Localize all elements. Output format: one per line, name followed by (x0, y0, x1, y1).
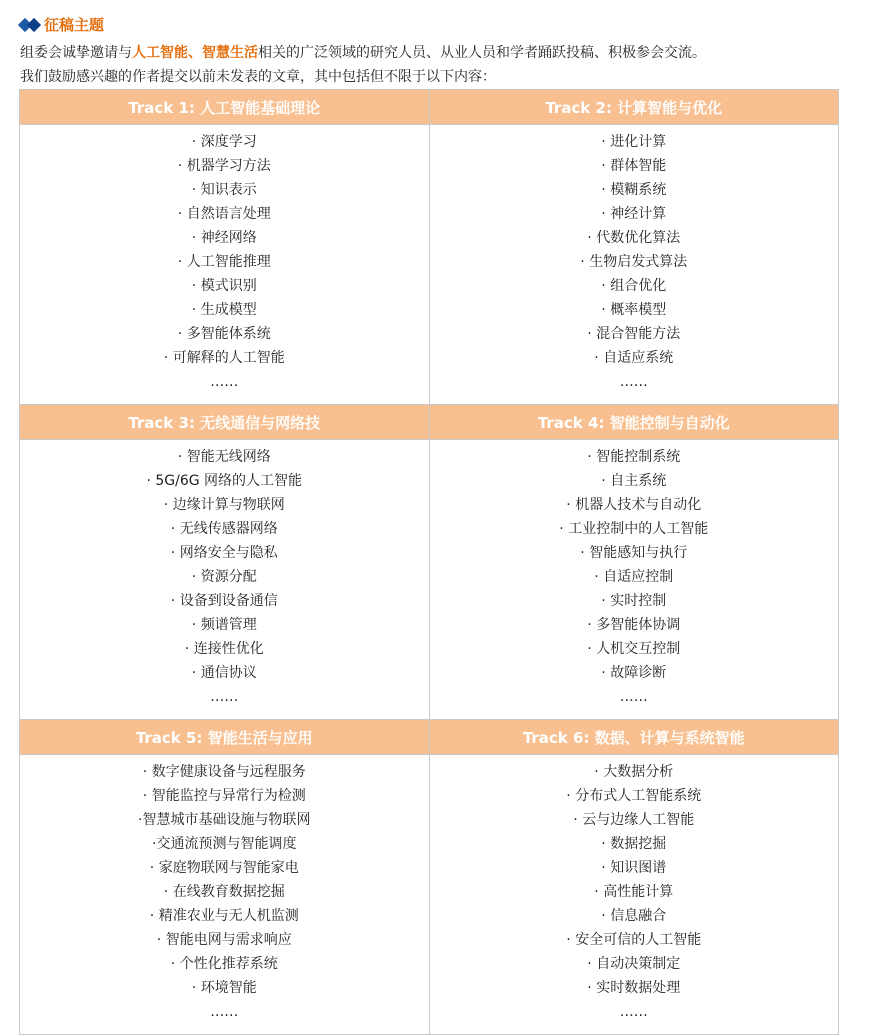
intro-paragraph-2: 我们鼓励感兴趣的作者提交以前未发表的文章，其中包括但不限于以下内容： (20, 69, 496, 85)
list-item: · 资源分配 (191, 569, 257, 585)
list-item: · 大数据分析 (594, 764, 674, 780)
track-6-list (429, 755, 839, 1035)
track-4-title: Track 4: 智能控制与自动化 (429, 405, 839, 440)
tracks-table (19, 89, 839, 1035)
list-item: · 工业控制中的人工智能 (559, 521, 709, 537)
list-item: · 人工智能推理 (177, 254, 271, 270)
section-header (20, 14, 104, 35)
list-item: · 多智能体协调 (587, 617, 681, 633)
list-item: · 网络安全与隐私 (170, 545, 278, 561)
list-item: · 连接性优化 (184, 641, 264, 657)
track-header-row (20, 720, 839, 755)
list-item: …… (619, 1004, 648, 1020)
track-2-list (429, 125, 839, 405)
section-title: 征稿主题 (44, 16, 105, 34)
list-item: · 深度学习 (191, 134, 257, 150)
intro-paragraph (20, 41, 860, 65)
intro-highlight: 人工智能、智慧生活 (132, 45, 258, 61)
list-item: …… (210, 1004, 239, 1020)
track-1-title: Track 1: 人工智能基础理论 (20, 90, 430, 125)
list-item: · 安全可信的人工智能 (566, 932, 702, 948)
list-item: · 知识图谱 (601, 860, 667, 876)
list-item: · 进化计算 (601, 134, 667, 150)
list-item: · 智能控制系统 (587, 449, 681, 465)
track-header-row (20, 90, 839, 125)
list-item: · 在线教育数据挖掘 (163, 884, 285, 900)
list-item: · 频谱管理 (191, 617, 257, 633)
list-item: · 家庭物联网与智能家电 (149, 860, 299, 876)
list-item: · 生成模型 (191, 302, 257, 318)
list-item: · 神经计算 (601, 206, 667, 222)
list-item: · 边缘计算与物联网 (163, 497, 285, 513)
list-item: · 自然语言处理 (177, 206, 271, 222)
track-header-row (20, 405, 839, 440)
list-item: · 自适应控制 (594, 569, 674, 585)
list-item: ·智慧城市基础设施与物联网 (138, 812, 311, 828)
list-item: · 实时控制 (601, 593, 667, 609)
diamond-icon (20, 17, 42, 33)
list-item: · 知识表示 (191, 182, 257, 198)
track-body-row (20, 440, 839, 720)
track-6-title: Track 6: 数据、计算与系统智能 (429, 720, 839, 755)
list-item: · 自动决策制定 (587, 956, 681, 972)
list-item: · 智能监控与异常行为检测 (142, 788, 306, 804)
list-item: · 智能感知与执行 (580, 545, 688, 561)
list-item: · 机器人技术与自动化 (566, 497, 702, 513)
list-item: ·交通流预测与智能调度 (152, 836, 297, 852)
list-item: · 高性能计算 (594, 884, 674, 900)
list-item: · 通信协议 (191, 665, 257, 681)
track-4-list (429, 440, 839, 720)
track-3-title: Track 3: 无线通信与网络技 (20, 405, 430, 440)
list-item: · 自适应系统 (594, 350, 674, 366)
track-body-row (20, 755, 839, 1035)
list-item: · 设备到设备通信 (170, 593, 278, 609)
track-3-list (20, 440, 430, 720)
list-item: · 代数优化算法 (587, 230, 681, 246)
list-item: · 神经网络 (191, 230, 257, 246)
track-1-list (20, 125, 430, 405)
list-item: …… (210, 374, 239, 390)
list-item: · 数据挖掘 (601, 836, 667, 852)
list-item: · 信息融合 (601, 908, 667, 924)
list-item: · 机器学习方法 (177, 158, 271, 174)
list-item: · 人机交互控制 (587, 641, 681, 657)
list-item: · 群体智能 (601, 158, 667, 174)
track-5-list (20, 755, 430, 1035)
list-item: …… (619, 374, 648, 390)
list-item: · 智能无线网络 (177, 449, 271, 465)
list-item: · 概率模型 (601, 302, 667, 318)
list-item: · 云与边缘人工智能 (573, 812, 695, 828)
list-item: · 故障诊断 (601, 665, 667, 681)
list-item: · 智能电网与需求响应 (156, 932, 292, 948)
list-item: · 分布式人工智能系统 (566, 788, 702, 804)
list-item: …… (619, 689, 648, 705)
list-item: · 5G/6G 网络的人工智能 (146, 473, 303, 489)
list-item: · 实时数据处理 (587, 980, 681, 996)
list-item: · 可解释的人工智能 (163, 350, 285, 366)
list-item: · 多智能体系统 (177, 326, 271, 342)
list-item: · 模糊系统 (601, 182, 667, 198)
list-item: · 混合智能方法 (587, 326, 681, 342)
intro-text-after: 相关的广泛领域的研究人员、从业人员和学者踊跃投稿、积极参会交流。 (258, 45, 706, 61)
list-item: · 数字健康设备与远程服务 (142, 764, 306, 780)
track-2-title: Track 2: 计算智能与优化 (429, 90, 839, 125)
track-5-title: Track 5: 智能生活与应用 (20, 720, 430, 755)
list-item: · 精准农业与无人机监测 (149, 908, 299, 924)
list-item: · 无线传感器网络 (170, 521, 278, 537)
list-item: · 生物启发式算法 (580, 254, 688, 270)
list-item: …… (210, 689, 239, 705)
track-body-row (20, 125, 839, 405)
list-item: · 模式识别 (191, 278, 257, 294)
list-item: · 环境智能 (191, 980, 257, 996)
list-item: · 自主系统 (601, 473, 667, 489)
list-item: · 个性化推荐系统 (170, 956, 278, 972)
list-item: · 组合优化 (601, 278, 667, 294)
intro-text-before: 组委会诚挚邀请与 (20, 45, 132, 61)
